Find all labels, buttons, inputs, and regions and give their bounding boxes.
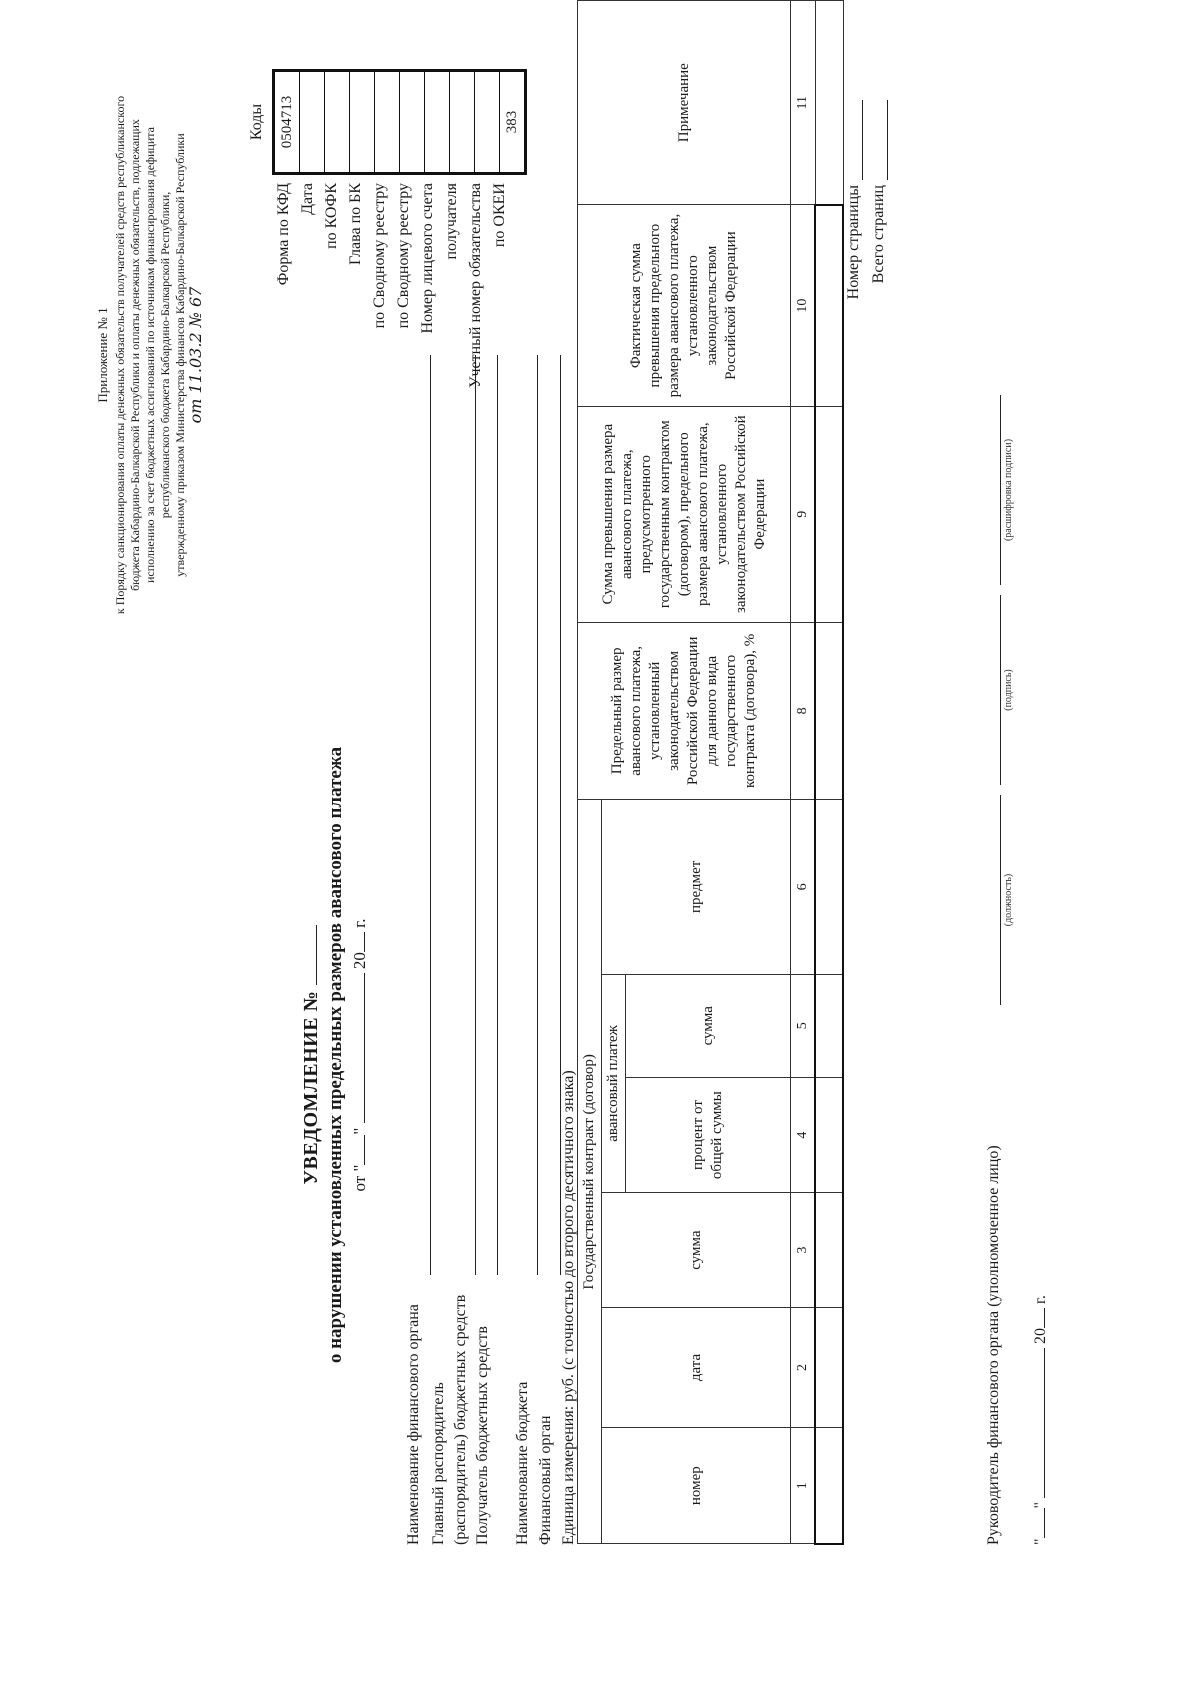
cell-limit[interactable]	[815, 622, 843, 800]
sig-day-blank	[1030, 1508, 1045, 1538]
signature-line[interactable]	[1000, 595, 1001, 785]
violations-table	[577, 0, 844, 1545]
codes-header: Коды	[248, 103, 265, 141]
label-obligation: Учетный номер обязательства	[467, 183, 484, 388]
decode-caption: (расшифровка подписи)	[1003, 438, 1014, 542]
label-okei: по ОКЕИ	[491, 183, 508, 248]
code-blank[interactable]	[450, 72, 475, 172]
page-number-label: Номер страницы	[845, 185, 862, 300]
position-caption: (должность)	[1003, 873, 1014, 927]
day-blank	[350, 1135, 365, 1165]
code-kofk[interactable]	[325, 72, 350, 172]
col-num-6: 6	[791, 800, 816, 974]
code-kfd[interactable]: 0504713	[275, 72, 300, 172]
cell-number[interactable]	[815, 1427, 843, 1544]
document-title	[300, 555, 347, 1555]
appendix-line: республиканского бюджета Кабардино-Балкарской Республики,	[158, 191, 172, 519]
code-date[interactable]	[300, 72, 325, 172]
date-suffix: г.	[350, 918, 369, 928]
label-bk: Глава по БК	[347, 183, 364, 265]
date-quote: "	[350, 1127, 369, 1135]
label-registry-1: по Сводному реестру	[371, 183, 388, 329]
field-financial-organ: Финансовый орган	[537, 1415, 554, 1545]
col-limit-header: Предельный размер авансового платежа, установленный законодательством Российской Федерации для данного вида государственного контракта (договора), %	[578, 622, 791, 800]
col-actual-excess-header: Фактическая сумма превышения предельного размера авансового платежа, установленного законодательством Российской Федерации	[578, 205, 791, 406]
date-prefix: от "	[350, 1164, 369, 1192]
fill-line-main-manager[interactable]	[475, 355, 476, 1275]
label-date: Дата	[299, 183, 316, 215]
field-budget-name: Наименование бюджета	[514, 1381, 531, 1545]
col-note-header: Примечание	[578, 1, 791, 205]
contract-group-header: Государственный контракт (договор)	[578, 800, 602, 1544]
col-sum-header: сумма	[602, 1193, 791, 1308]
field-recipient: Получатель бюджетных средств	[474, 1326, 491, 1545]
appendix-line: исполнению за счет бюджетных ассигнований по источникам финансирования дефицита	[143, 127, 157, 583]
col-number-header: номер	[602, 1427, 791, 1544]
field-unit: Единица измерения: руб. (с точностью до второго десятичного знака)	[560, 1070, 577, 1545]
cell-excess[interactable]	[815, 406, 843, 622]
appendix-line: утвержденному приказом Министерства финансов Кабардино-Балкарской Республики	[173, 133, 187, 577]
appendix-block	[95, 95, 203, 615]
decode-line[interactable]	[1000, 395, 1001, 585]
code-registry-1[interactable]	[375, 72, 400, 172]
sig-date-quote-open: "	[1032, 1538, 1049, 1545]
col-excess-header: Сумма превышения размера авансового платежа, предусмотренного государственным контрактом (договором), предельного размера авансового платежа, установленного законодательством Российской Федерации	[578, 406, 791, 622]
label-registry-2: по Сводному реестру	[395, 183, 412, 329]
month-blank	[350, 973, 365, 1123]
codes-labels	[272, 183, 512, 395]
cell-sum[interactable]	[815, 1193, 843, 1308]
document-date	[350, 555, 370, 1555]
sig-year: 20	[1032, 1327, 1049, 1344]
col-num-1: 1	[791, 1427, 816, 1544]
notice-number-title: УВЕДОМЛЕНИЕ №	[300, 990, 322, 1185]
cell-subject[interactable]	[815, 800, 843, 974]
field-financial-body: Наименование финансового органа	[405, 1304, 422, 1545]
code-obligation[interactable]	[475, 72, 500, 172]
total-pages-line[interactable]	[887, 100, 888, 180]
cell-note[interactable]	[815, 1, 843, 205]
appendix-title: Приложение № 1	[95, 307, 110, 403]
year-blank	[350, 932, 365, 952]
sig-date-quote-close: "	[1032, 1501, 1049, 1509]
col-percent-header: процент от общей суммы	[626, 1077, 791, 1192]
code-account[interactable]	[425, 72, 450, 172]
appendix-line: к Порядку санкционирования оплаты денежных обязательств получателей средств республиканского	[113, 95, 127, 615]
field-main-manager: Главный распорядитель	[430, 1382, 447, 1545]
col-num-10: 10	[791, 205, 816, 406]
advance-header: авансовый платеж	[602, 974, 626, 1193]
col-num-8: 8	[791, 622, 816, 800]
appendix-order-ref: от 11.03.2 № 67	[186, 286, 205, 424]
col-advance-sum-header: сумма	[626, 974, 791, 1077]
total-pages-label: Всего страниц	[870, 185, 887, 284]
codes-box	[272, 69, 527, 175]
code-bk[interactable]	[350, 72, 375, 172]
sig-year-suffix: г.	[1032, 1295, 1049, 1304]
code-registry-2[interactable]	[400, 72, 425, 172]
signature-head: Руководитель финансового органа (уполномоченное лицо)	[985, 1145, 1002, 1545]
signature-date	[1030, 1295, 1050, 1545]
sig-year-blank	[1030, 1308, 1045, 1328]
col-num-5: 5	[791, 974, 816, 1077]
col-num-2: 2	[791, 1307, 816, 1427]
label-kofk: по КОФК	[323, 183, 340, 249]
label-account: Номер лицевого счета получателя	[419, 183, 460, 334]
code-okei[interactable]: 383	[504, 110, 520, 134]
col-num-4: 4	[791, 1077, 816, 1192]
col-date-header: дата	[602, 1307, 791, 1427]
field-main-manager-2: (распорядитель) бюджетных средств	[452, 1294, 469, 1545]
col-subject-header: предмет	[602, 800, 791, 974]
fill-line-recipient[interactable]	[497, 355, 498, 1275]
cell-date[interactable]	[815, 1307, 843, 1427]
document-subtitle: о нарушении установленных предельных размеров авансового платежа	[325, 746, 346, 1364]
cell-percent[interactable]	[815, 1077, 843, 1192]
position-line[interactable]	[1000, 795, 1001, 1005]
signature-caption: (подпись)	[1003, 669, 1014, 711]
label-kfd: Форма по КФД	[275, 183, 292, 286]
cell-advance-sum[interactable]	[815, 974, 843, 1077]
page-number-line[interactable]	[862, 100, 863, 180]
appendix-line: бюджета Кабардино-Балкарской Республики и оплаты денежных обязательств, подлежащих	[128, 119, 142, 591]
date-year: 20	[350, 952, 369, 970]
col-num-9: 9	[791, 406, 816, 622]
notice-number-blank	[302, 925, 317, 985]
fill-line-financial-body[interactable]	[430, 355, 431, 1275]
col-num-11: 11	[791, 1, 816, 205]
fill-line-financial-organ[interactable]	[560, 355, 561, 1275]
fill-line-budget[interactable]	[537, 355, 538, 1275]
cell-actual-excess[interactable]	[815, 205, 843, 406]
sig-month-blank	[1030, 1348, 1045, 1498]
col-num-3: 3	[791, 1193, 816, 1308]
